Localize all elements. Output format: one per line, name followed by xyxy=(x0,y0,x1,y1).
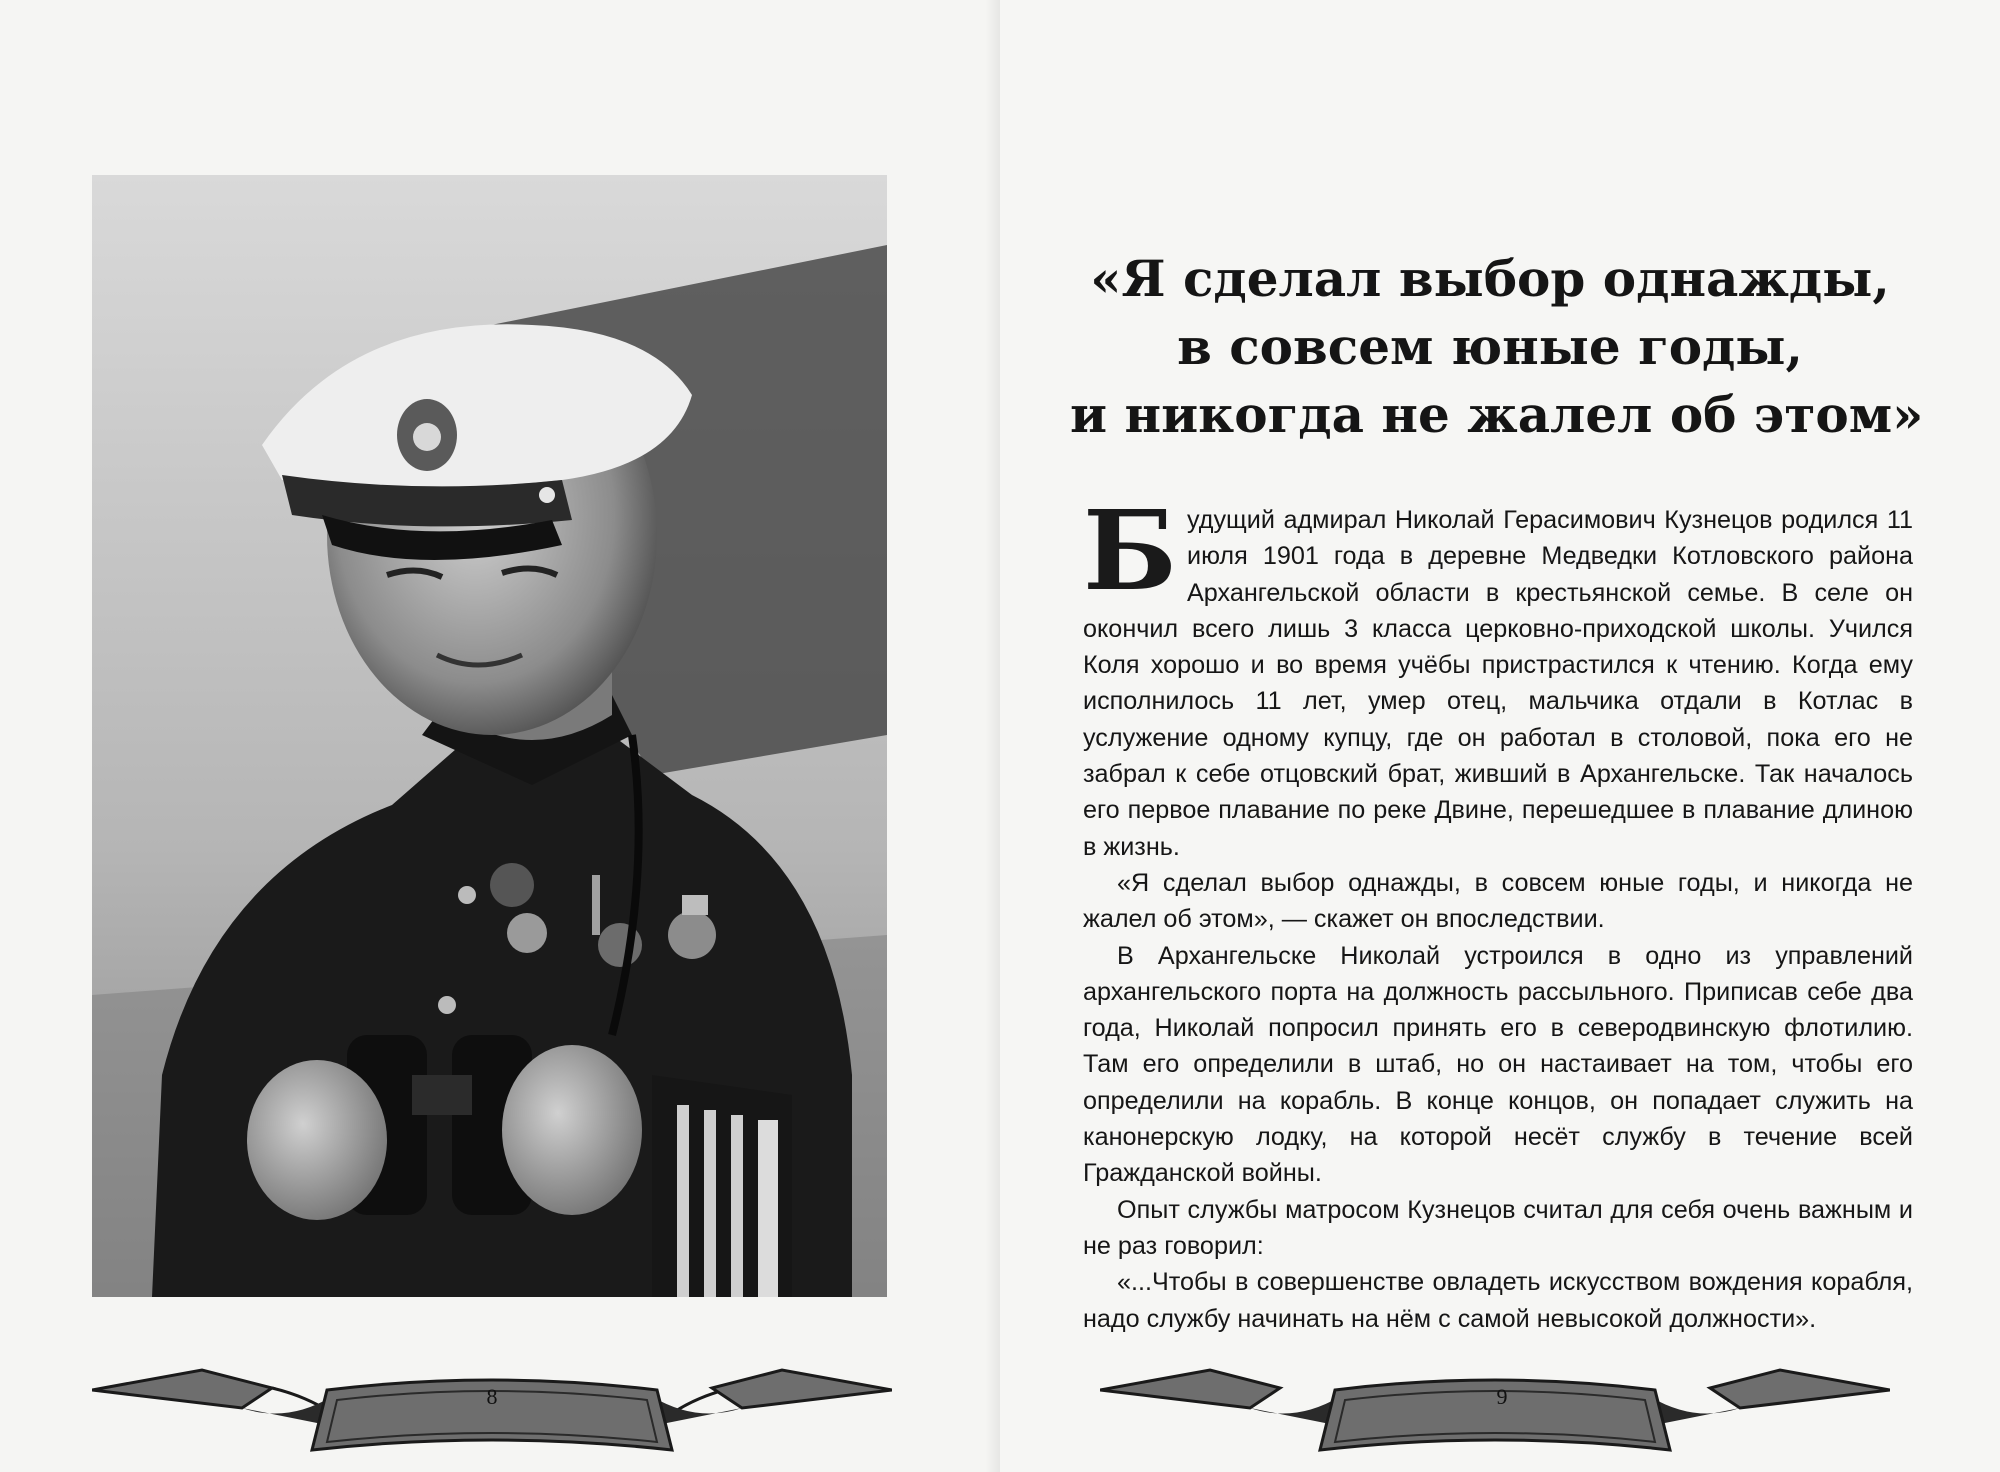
paragraph: В Архангельске Николай устроился в одно из управлений архангельского порта на должность рассыльного. Приписав себе два года, Николай попросил принять его в северодвинскую флотилию. Там его определили в штаб, но он настаивает на том, чтобы его определили на корабль. В конце концов, он попадает служить на канонерскую лодку, на которой несёт службу в течение всей Гражданской войны. xyxy=(1083,941,1913,1188)
page-number-right: 9 xyxy=(1496,1384,1508,1409)
paragraph: Опыт службы матросом Кузнецов считал для себя очень важным и не раз говорил: xyxy=(1083,1195,1913,1260)
paragraph xyxy=(1083,486,1913,865)
chapter-headline xyxy=(1070,245,1924,449)
page-number-left: 8 xyxy=(486,1384,498,1409)
headline-line-3: и никогда не жалел об этом» xyxy=(1070,385,1924,444)
drop-cap: Б xyxy=(1083,486,1177,615)
headline-line-1: «Я сделал выбор однажды, xyxy=(1090,249,1890,308)
admiral-portrait-photo xyxy=(92,175,887,1297)
paragraph: «Я сделал выбор однажды, в совсем юные годы, и никогда не жалел об этом», — скажет он впоследствии. xyxy=(1083,868,1913,934)
article-body xyxy=(1083,486,1913,1337)
headline-line-2: в совсем юные годы, xyxy=(1177,317,1803,376)
paragraph-text: удущий адмирал Николай Герасимович Кузнецов родился 11 июля 1901 года в деревне Медведки Котловского района Архангельской области в крестьянской семье. В селе он окончил всего лишь 3 класса церковно-приходской школы. Учился Коля хорошо и во время учёбы пристрастился к чтению. Когда ему исполнилось 11 лет, умер отец, мальчика отдали в Котлас в услужение одному купцу, где он работал в столовой, пока его не забрал к себе отцовский брат, живший в Архангельске. Так началось его первое плавание по реке Двине, перешедшее в плавание длиною в жизнь. xyxy=(1083,506,1913,861)
paragraph: «...Чтобы в совершенстве овладеть искусством вождения корабля, надо службу начинать на нём с самой невысокой должности». xyxy=(1083,1268,1913,1333)
portrait-photo-icon xyxy=(92,175,887,1297)
